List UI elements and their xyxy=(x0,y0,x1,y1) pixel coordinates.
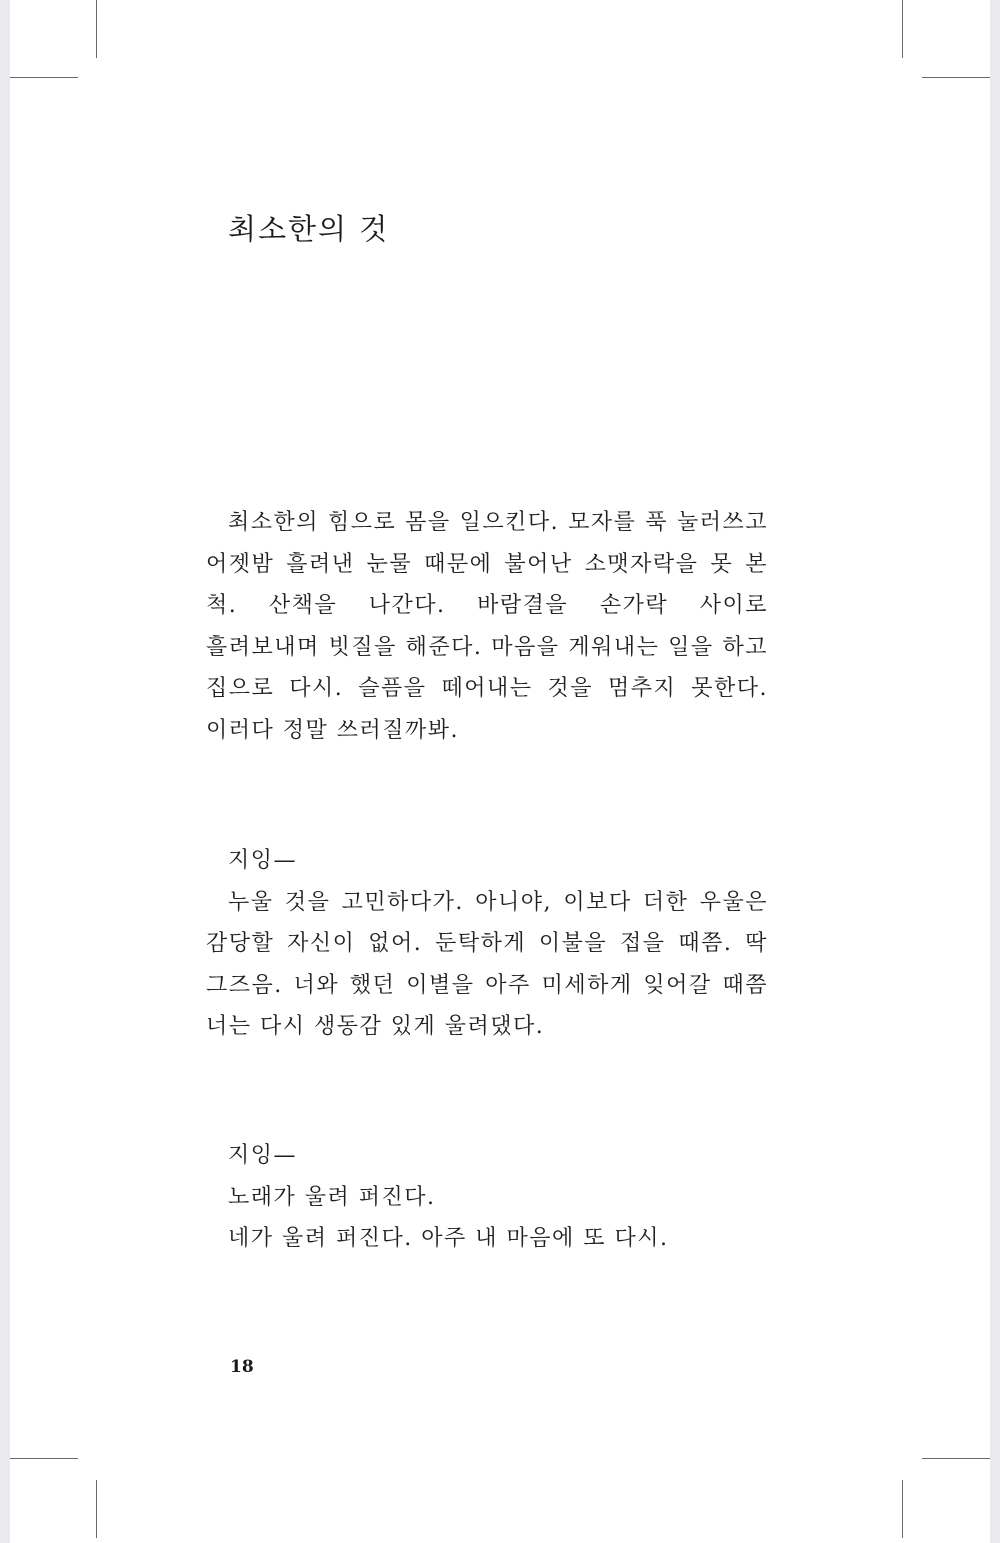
closing-line-2: 네가 울려 퍼진다. 아주 내 마음에 또 다시. xyxy=(228,1226,669,1252)
paragraph-1: 최소한의 힘으로 몸을 일으킨다. 모자를 푹 눌러쓰고 어젯밤 흘려낸 눈물 때문에 불어난 소맷자락을 못 본 척. 산책을 나간다. 바람결을 손가락 사이로 흘려보내며 빗질을 해준다. 마음을 게워내는 일을 하고 집으로 다시. 슬픔을 떼어내는 것을 멈추지 못한다. 이러다 정말 쓰러질까봐. xyxy=(206,510,768,743)
crop-mark-bottom-left-horizontal xyxy=(10,1458,78,1459)
crop-mark-top-left-vertical xyxy=(96,0,97,58)
crop-mark-bottom-right-vertical xyxy=(902,1480,903,1538)
sound-line-2: 지잉— xyxy=(228,1143,298,1168)
paragraph-block-1 xyxy=(206,502,768,752)
crop-mark-bottom-left-vertical xyxy=(96,1480,97,1538)
sound-line-1: 지잉— xyxy=(228,848,298,873)
crop-mark-bottom-right-horizontal xyxy=(922,1458,990,1459)
paragraph-block-2 xyxy=(206,840,768,1048)
chapter-title: 최소한의 것 xyxy=(228,212,390,246)
closing-line-1: 노래가 울려 퍼진다. xyxy=(228,1184,436,1210)
crop-mark-top-right-vertical xyxy=(902,0,903,58)
paragraph-block-3 xyxy=(206,1135,768,1260)
book-page xyxy=(10,0,990,1543)
paragraph-2: 누울 것을 고민하다가. 아니야, 이보다 더한 우울은 감당할 자신이 없어. 둔탁하게 이불을 접을 때쯤. 딱 그즈음. 너와 했던 이별을 아주 미세하게 잊어갈 때쯤 너는 다시 생동감 있게 울려댔다. xyxy=(206,889,768,1040)
crop-mark-top-left-horizontal xyxy=(10,77,78,78)
page-number: 18 xyxy=(230,1357,254,1377)
crop-mark-top-right-horizontal xyxy=(922,77,990,78)
